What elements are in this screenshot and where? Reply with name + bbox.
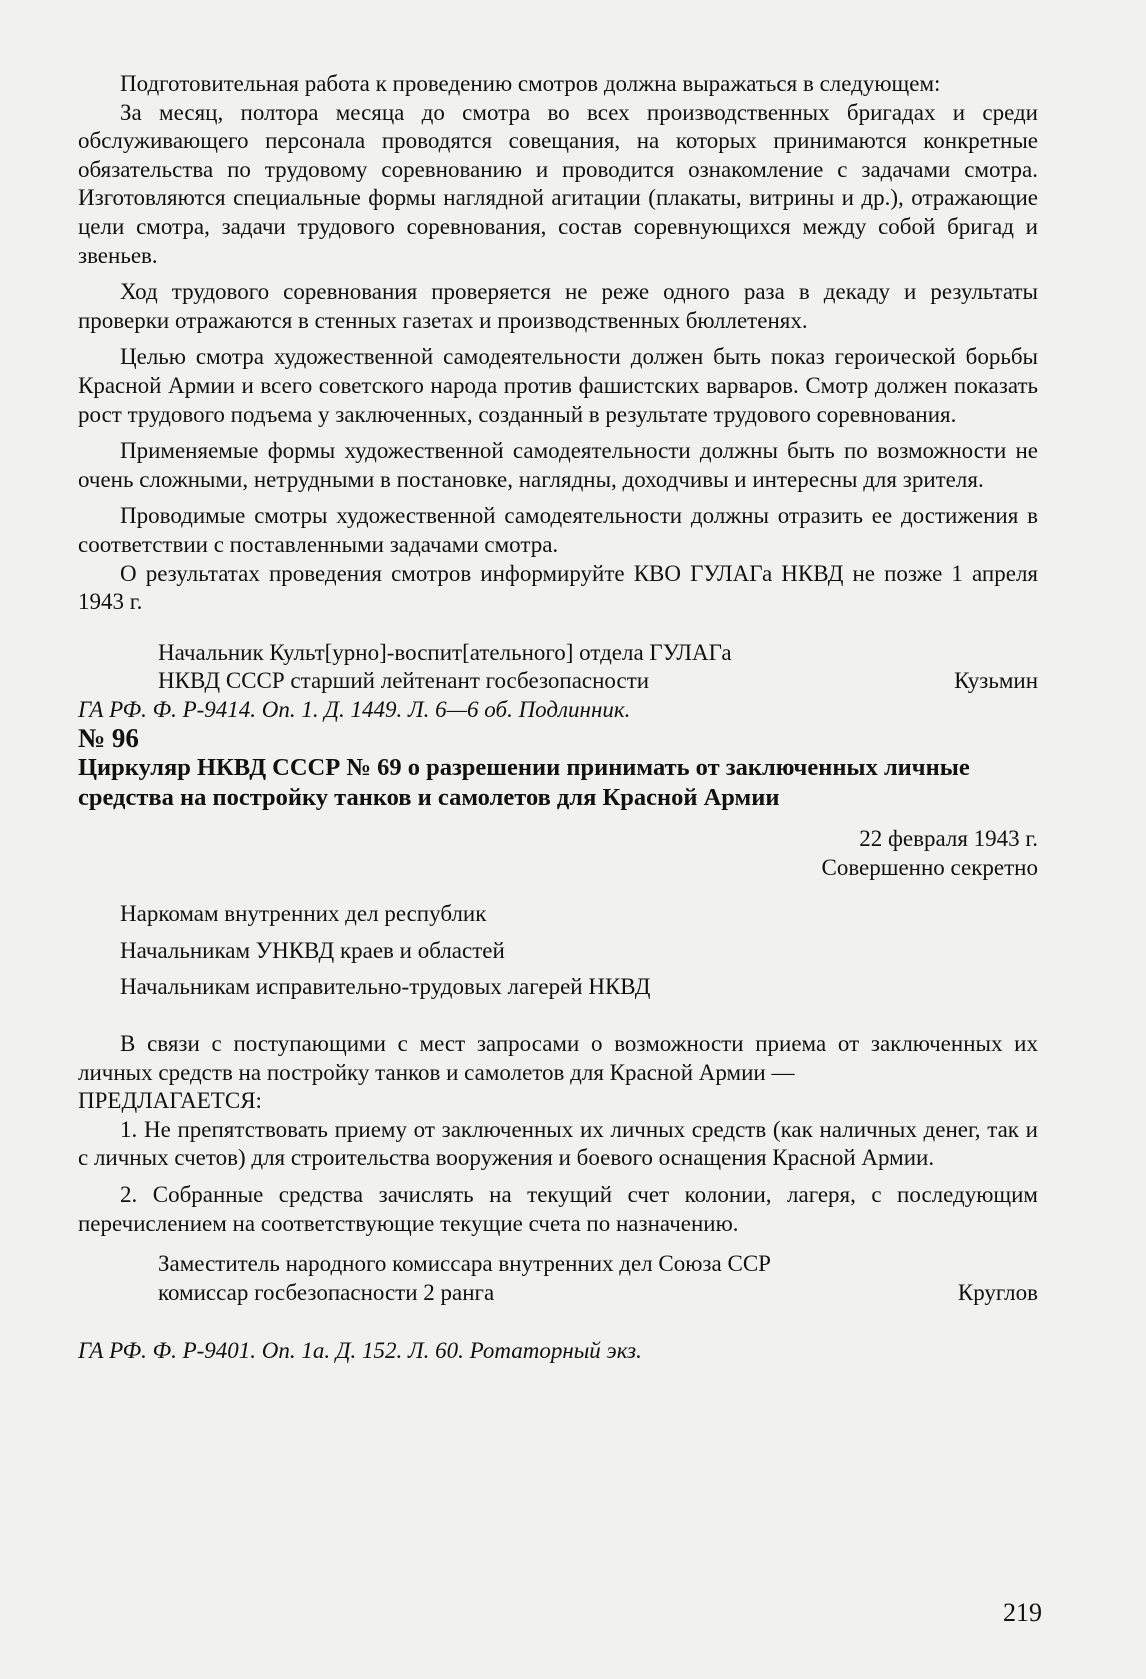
- signature-1-line-1: Начальник Культ[урно]-воспит[ательного] отдела ГУЛАГа: [158, 639, 732, 665]
- page-number: 219: [1003, 1598, 1042, 1627]
- paragraph-meetings: За месяц, полтора месяца до смотра во всех производственных бригадах и среди обслуживающего персонала проводятся совещания, на которых принимаются конкретные обязательства по трудовому соревнованию и проводится ознакомление с задачами смотра. Изготовляются специальные формы наглядной агитации (плакаты, витрины и др.), отражающие цели смотра, задачи трудового соревнования, состав соревнующихся между собой бригад и звеньев.: [78, 99, 1038, 268]
- recipients-list: [120, 900, 1038, 1002]
- signature-2-line-2: комиссар госбезопасности 2 ранга: [158, 1279, 495, 1305]
- source-reference-1: ГА РФ. Ф. Р-9414. Оп. 1. Д. 1449. Л. 6—6 об. Подлинник.: [78, 696, 631, 722]
- document-classification: Совершенно секретно: [821, 854, 1038, 880]
- paragraph-achievements: Проводимые смотры художественной самодеятельности должны отразить ее достижения в соответствии с поставленными задачами смотра.: [78, 503, 1038, 557]
- proposes-heading: ПРЕДЛАГАЕТСЯ:: [78, 1088, 262, 1114]
- paragraph-review-goal: Целью смотра художественной самодеятельности должен быть показ героической борьбы Красной Армии и всего советского народа против фашистских варваров. Смотр должен показать рост трудового подъема у заключенных, созданный в результате трудового соревнования.: [78, 344, 1038, 427]
- paragraph-intro: В связи с поступающими с мест запросами о возможности приема от заключенных их личных средств на постройку танков и самолетов для Красной Армии —: [78, 1031, 1038, 1085]
- item-2: 2. Собранные средства зачислять на текущий счет колонии, лагеря, с последующим перечислением на соответствующие текущие счета по назначению.: [78, 1182, 1038, 1236]
- source-reference-2: ГА РФ. Ф. Р-9401. Оп. 1а. Д. 152. Л. 60. Ротаторный экз.: [78, 1338, 642, 1364]
- signature-2-line-1: Заместитель народного комиссара внутренних дел Союза ССР: [158, 1251, 771, 1277]
- document-number: № 96: [78, 723, 139, 754]
- signature-1-line-2: НКВД СССР старший лейтенант госбезопасности: [158, 668, 650, 694]
- document-title: Циркуляр НКВД СССР № 69 о разрешении принимать от заключенных личные средства на постройку танков и самолетов для Красной Армии: [78, 754, 970, 812]
- paragraph-report-deadline: О результатах проведения смотров информируйте КВО ГУЛАГа НКВД не позже 1 апреля 1943 г.: [78, 560, 1038, 615]
- recipient-item: Начальникам УНКВД краев и областей: [120, 937, 505, 963]
- item-1: 1. Не препятствовать приему от заключенных их личных средств (как наличных денег, так и с личных счетов) для строительства вооружения и боевого оснащения Красной Армии.: [78, 1116, 1038, 1171]
- document-date: 22 февраля 1943 г.: [859, 826, 1038, 852]
- paragraph-competition-check: Ход трудового соревнования проверяется не реже одного раза в декаду и результаты проверки отражаются в стенных газетах и производственных бюллетенях.: [78, 279, 1038, 333]
- signature-2-name: Круглов: [957, 1279, 1038, 1305]
- paragraph-preparation: Подготовительная работа к проведению смотров должна выражаться в следующем:: [120, 71, 941, 96]
- paragraph-forms: Применяемые формы художественной самодеятельности должны быть по возможности не очень сложными, нетрудными в постановке, наглядны, доходчивы и интересны для зрителя.: [78, 438, 1038, 492]
- signature-block-1: [158, 639, 1038, 696]
- signature-block-2: [158, 1250, 1038, 1307]
- recipient-item: Наркомам внутренних дел республик: [120, 901, 487, 927]
- signature-1-name: Кузьмин: [954, 668, 1038, 694]
- document-page: [78, 70, 1038, 1366]
- date-block: [78, 825, 1038, 882]
- recipient-item: Начальникам исправительно-трудовых лагерей НКВД: [120, 974, 651, 1000]
